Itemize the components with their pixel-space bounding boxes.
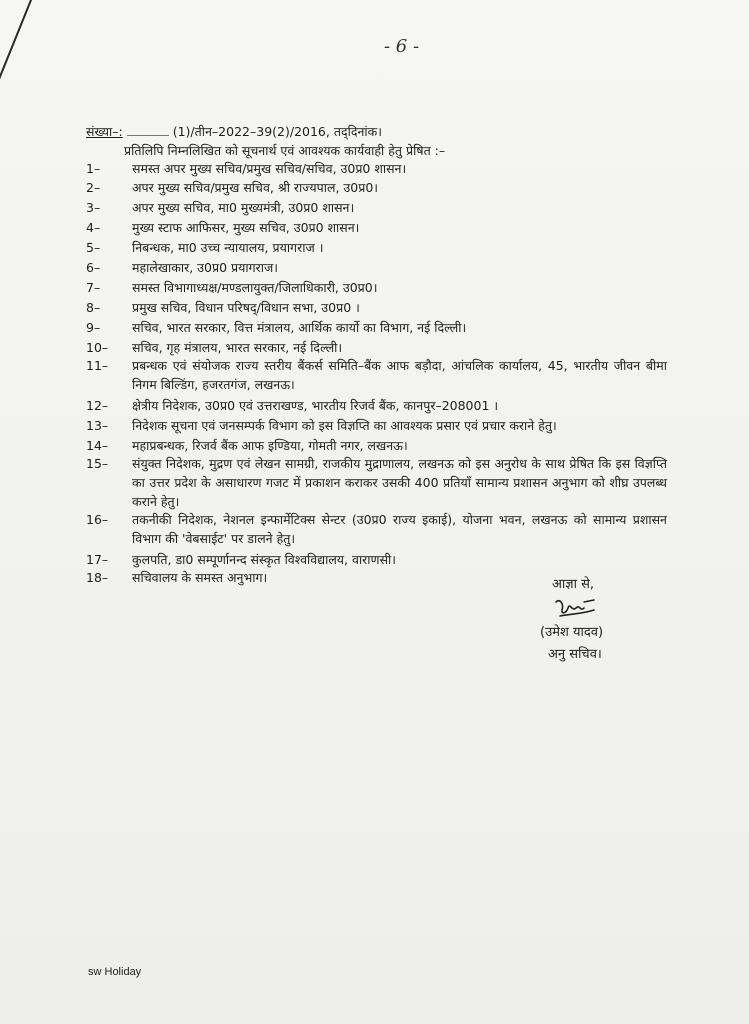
item-number: 2– [86, 180, 101, 195]
item-number: 4– [86, 220, 101, 235]
item-number: 8– [86, 300, 101, 315]
item-text: निबन्धक, मा0 उच्च न्यायालय, प्रयागराज । [132, 240, 324, 255]
item-text: महाप्रबन्धक, रिजर्व बैंक आफ इण्डिया, गोमती नगर, लखनऊ। [132, 438, 408, 453]
item-text: तकनीकी निदेशक, नेशनल इन्फार्मेटिक्स सेन्टर (उ0प्र0 राज्य इकाई), योजना भवन, लखनऊ को सामान्य प्रशासन विभाग की 'वेबसाईट' पर डालने हेतु। [132, 512, 667, 546]
item-text: महालेखाकार, उ0प्र0 प्रयागराज। [132, 260, 279, 275]
reference-label: संख्या–: [86, 124, 123, 139]
item-text: अपर मुख्य सचिव/प्रमुख सचिव, श्री राज्यपाल, उ0प्र0। [132, 180, 379, 195]
item-number: 16– [86, 512, 109, 527]
item-text: कुलपति, डा0 सम्पूर्णानन्द संस्कृत विश्वविद्यालय, वाराणसी। [132, 552, 396, 567]
item-number: 5– [86, 240, 101, 255]
signatory-designation: अनु सचिव। [548, 647, 602, 662]
item-text: मुख्य स्टाफ आफिसर, मुख्य सचिव, उ0प्र0 शासन। [132, 220, 360, 235]
item-text: समस्त अपर मुख्य सचिव/प्रमुख सचिव/सचिव, उ0प्र0 शासन। [132, 161, 407, 176]
by-order-text: आज्ञा से, [552, 577, 595, 592]
item-number: 12– [86, 398, 109, 413]
item-text: सचिव, गृह मंत्रालय, भारत सरकार, नई दिल्ली। [132, 340, 343, 355]
item-number: 14– [86, 438, 109, 453]
item-number: 3– [86, 200, 101, 215]
item-number: 13– [86, 418, 109, 433]
item-number: 17– [86, 552, 109, 567]
item-text: सचिवालय के समस्त अनुभाग। [132, 570, 268, 585]
item-text: प्रमुख सचिव, विधान परिषद्/विधान सभा, उ0प्र0 । [132, 300, 360, 315]
item-number: 11– [86, 358, 109, 373]
margin-pen-stroke [0, 0, 40, 111]
intro-text: प्रतिलिपि निम्नलिखित को सूचनार्थ एवं आवश्यक कार्यवाही हेतु प्रेषित :– [124, 143, 446, 158]
item-text: निदेशक सूचना एवं जनसम्पर्क विभाग को इस विज्ञप्ति का आवश्यक प्रसार एवं प्रचार कराने हेतु। [132, 418, 557, 433]
reference-number: (1)/तीन–2022–39(2)/2016, तद्‌दिनांक। [172, 124, 382, 139]
item-text: सचिव, भारत सरकार, वित्त मंत्रालय, आर्थिक कार्यो का विभाग, नई दिल्ली। [132, 320, 467, 335]
page-number: - 6 - [384, 36, 420, 57]
item-text: अपर मुख्य सचिव, मा0 मुख्यमंत्री, उ0प्र0 शासन। [132, 200, 355, 215]
reference-blank [127, 125, 169, 136]
item-text: संयुक्त निदेशक, मुद्रण एवं लेखन सामग्री, राजकीय मुद्राणालय, लखनऊ को इस अनुरोध के साथ प्रेषित कि इस विज्ञप्ति का उत्तर प्रदेश के असाधारण गजट में प्रकाशन कराकर उसकी 400 प्रतियाँ सामान्य प्रशासन अनुभाग को शीघ्र उपलब्ध कराने हेतु। [132, 456, 667, 509]
footer-note: sw Holiday [88, 966, 142, 978]
item-number: 15– [86, 456, 109, 471]
item-number: 1– [86, 161, 101, 176]
reference-line [86, 123, 382, 140]
item-text: क्षेत्रीय निदेशक, उ0प्र0 एवं उत्तराखण्ड, भारतीय रिजर्व बैंक, कानपुर–208001 । [132, 398, 499, 413]
handwritten-signature [550, 594, 610, 620]
item-number: 18– [86, 570, 109, 585]
item-number: 7– [86, 280, 101, 295]
item-number: 6– [86, 260, 101, 275]
item-number: 10– [86, 340, 109, 355]
item-number: 9– [86, 320, 101, 335]
signatory-name: (उमेश यादव) [540, 625, 604, 640]
item-text: समस्त विभागाध्यक्ष/मण्डलायुक्त/जिलाधिकारी, उ0प्र0। [132, 280, 378, 295]
item-text: प्रबन्धक एवं संयोजक राज्य स्तरीय बैंकर्स समिति–बैंक आफ बड़ौदा, आंचलिक कार्यालय, 45, भारतीय जीवन बीमा निगम बिल्डिंग, हजरतगंज, लखनऊ। [132, 358, 667, 392]
